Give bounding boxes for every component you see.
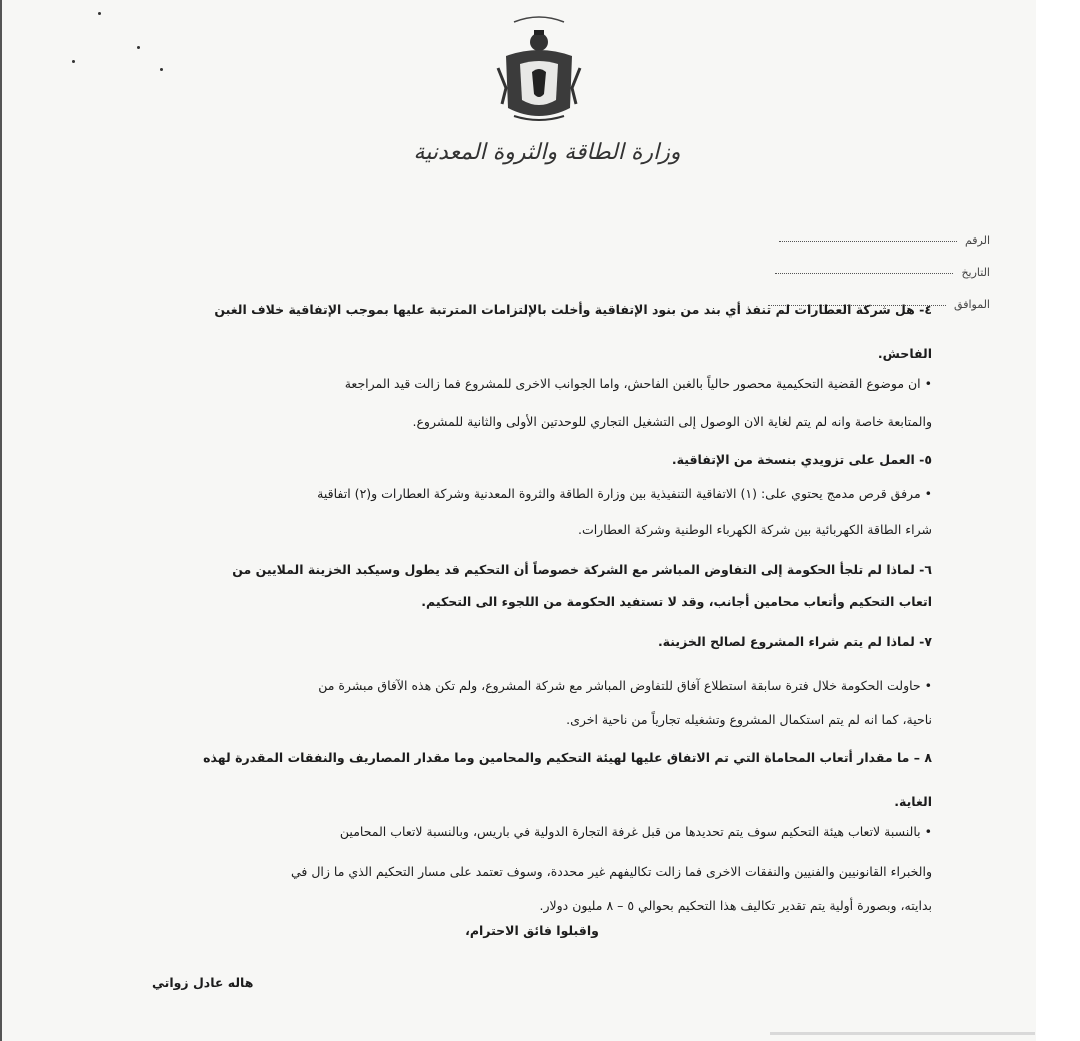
body-line-text: والخبراء القانونيين والفنيين والنفقات الاخرى فما زالت تكاليفهم غير محددة، وسوف تعتمد على مسار التحكيم الذي ما زال في (290, 864, 932, 879)
body-line-text: • ان موضوع القضية التحكيمية محصور حالياً بالغبن الفاحش، واما الجوانب الاخرى للمشروع فما زالت قيد المراجعة (344, 376, 932, 391)
body-line-heading: ٧- لماذا لم يتم شراء المشروع لصالح الخزينة. (657, 634, 932, 649)
body-line-heading: اتعاب التحكيم وأتعاب محامين أجانب، وقد لا تستفيد الحكومة من اللجوء الى التحكيم. (421, 594, 932, 609)
body-line-heading: ٦- لماذا لم تلجأ الحكومة إلى التفاوض المباشر مع الشركة خصوصاً أن التحكيم قد يطول وسيكبد الخزينة الملايين من (232, 562, 932, 577)
ref-number-label: الرقم (964, 234, 990, 247)
date-label: التاريخ (961, 266, 990, 279)
ref-number-field (779, 234, 990, 247)
scan-speck (137, 46, 140, 49)
ministry-name: وزارة الطاقة والثروة المعدنية (413, 140, 681, 165)
body-line-heading: الفاحش. (877, 346, 932, 361)
date-field (775, 266, 990, 279)
body-line-text: بدايته، وبصورة أولية يتم تقدير تكاليف هذا التحكيم بحوالي ٥ – ٨ مليون دولار. (539, 898, 932, 913)
footer-rule (770, 1032, 1035, 1035)
coat-of-arms-emblem (484, 8, 594, 126)
body-line-text: • حاولت الحكومة خلال فترة سابقة استطلاع آفاق للتفاوض المباشر مع شركة المشروع، ولم تكن هذه الآفاق مبشرة من (318, 678, 932, 693)
body-line-heading: ٥- العمل على تزويدي بنسخة من الإتفاقية. (671, 452, 932, 467)
closing-salutation: واقبلوا فائق الاحترام، (465, 923, 599, 938)
scan-speck (160, 68, 163, 71)
body-line-text: • مرفق قرص مدمج يحتوي على: (١) الاتفاقية التنفيذية بين وزارة الطاقة والثروة المعدنية وشركة العطارات و(٢) اتفاقية (317, 486, 932, 501)
ref-number-line (779, 241, 957, 242)
body-line-heading: ٨ – ما مقدار أتعاب المحاماة التي تم الاتفاق عليها لهيئة التحكيم والمحامين وما مقدار المصاريف والنفقات المقدرة لهذه (203, 750, 932, 765)
scan-speck (72, 60, 75, 63)
page-margin (1036, 0, 1080, 1041)
body-line-text: شراء الطاقة الكهربائية بين شركة الكهرباء الوطنية وشركة العطارات. (577, 522, 932, 537)
body-line-heading: ٤- هل شركة العطارات لم تنفذ أي بند من بنود الإتفاقية وأخلت بالإلتزامات المترتبة عليها بموجب الإتفاقية خلاف الغبن (214, 302, 932, 317)
date-line (775, 273, 953, 274)
body-line-text: ناحية، كما انه لم يتم استكمال المشروع وتشغيله تجارياً من ناحية اخرى. (566, 712, 932, 727)
corresponding-date-label: الموافق (954, 298, 990, 311)
body-line-text: • بالنسبة لاتعاب هيئة التحكيم سوف يتم تحديدها من قبل غرفة التجارة الدولية في باريس، وبالنسبة لاتعاب المحامين (339, 824, 932, 839)
body-line-text: والمتابعة خاصة وانه لم يتم لغاية الان الوصول إلى التشغيل التجاري للوحدتين الأولى والثانية للمشروع. (412, 414, 932, 429)
body-line-heading: الغاية. (894, 794, 932, 809)
signature-name: هاله عادل زواتي (152, 975, 254, 990)
scan-speck (98, 12, 101, 15)
